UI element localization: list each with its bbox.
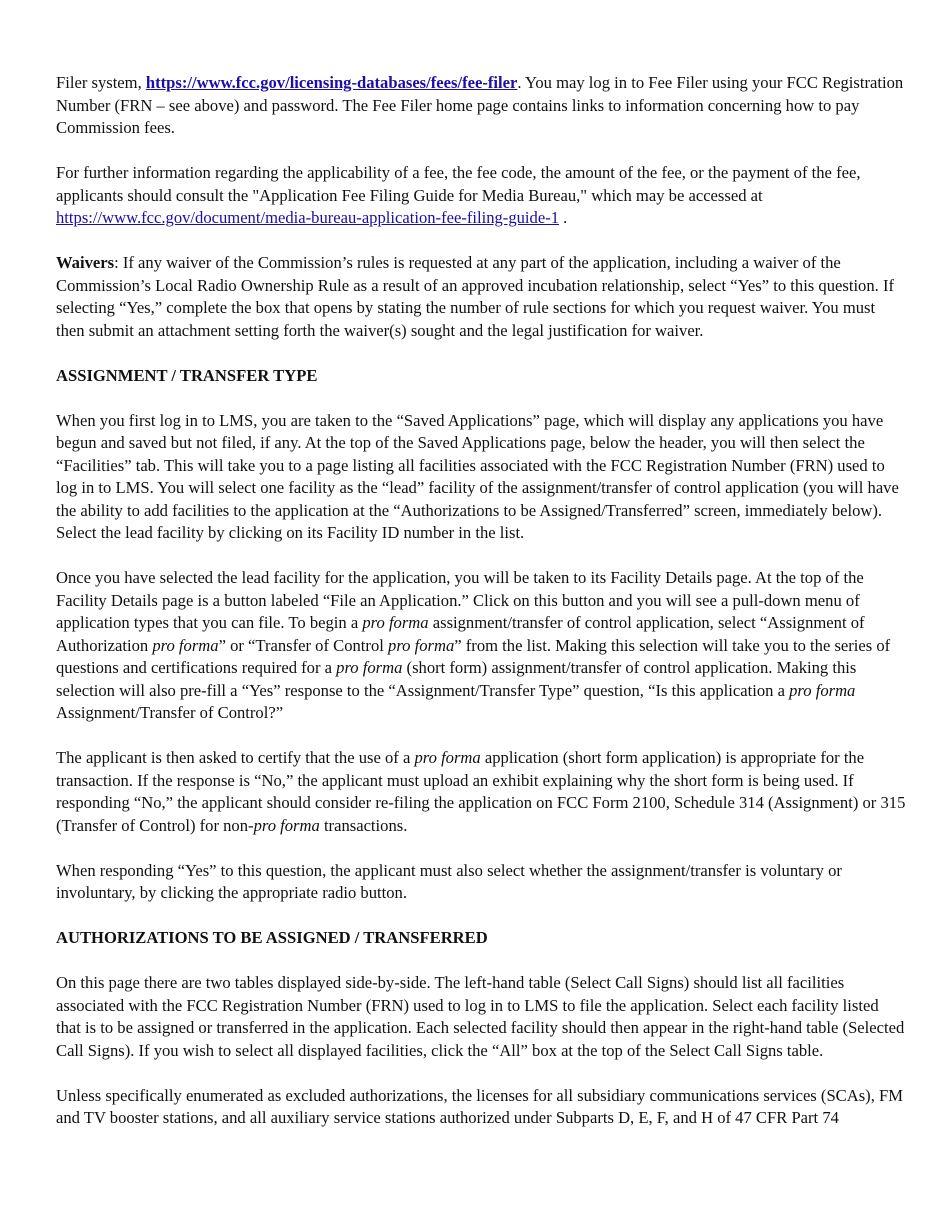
certify-paragraph (56, 747, 906, 837)
pro-forma-italic-3: pro forma (388, 635, 455, 655)
lead-facility-paragraph (56, 567, 906, 725)
pro-forma-italic-5: pro forma (789, 680, 856, 700)
assignment-transfer-type-heading: ASSIGNMENT / TRANSFER TYPE (56, 365, 318, 385)
certify-text-3: transactions. (319, 815, 408, 835)
pro-forma-italic-6: pro forma (414, 748, 481, 767)
lead-facility-text-6: Assignment/Transfer of Control?” (56, 703, 284, 722)
certify-text-2: application (short form application) is appropriate for the transaction. If the response is “No,” the applicant must upload an exhibit explaining why the short form is being used. If responding “No,” the applicant should consider re-filing the application on FCC Form 2100, Schedule 314 (Assignment) or 315 (Transfer of Control) for non- (56, 748, 906, 835)
lead-facility-text-5: (short form) assignment/transfer of control application. Making this selection will also pre-fill a “Yes” response to the “Assignment/Transfer Type” question, “Is this application a (56, 658, 857, 700)
excluded-authorizations-paragraph: Unless specifically enumerated as excluded authorizations, the licenses for all subsidiary communications services (SCAs), FM and TV booster stations, and all auxiliary service stations authorized under Subparts D, E, F, and H of 47 CFR Part 74 (56, 1085, 903, 1127)
authorizations-heading: AUTHORIZATIONS TO BE ASSIGNED / TRANSFERRED (56, 928, 488, 947)
lead-facility-text-1: Once you have selected the lead facility for the application, you will be taken to its Facility Details page. At the top of the Facility Details page is a button labeled “File an Application.” Click on this button and you will see a pull-down menu of application types that you can file. To begin a (56, 568, 864, 632)
waivers-paragraph (56, 252, 906, 342)
fee-filer-link[interactable]: https://www.fcc.gov/licensing-databases/fees/fee-filer (145, 73, 518, 92)
pro-forma-italic-7: pro forma (253, 815, 320, 835)
lead-facility-text-4: ” from the list. Making this selection will take you to the series of questions and certifications required for a (56, 635, 891, 677)
fee-guide-link[interactable]: https://www.fcc.gov/document/media-bureau-application-fee-filing-guide-1 (56, 208, 560, 227)
tables-paragraph: On this page there are two tables displayed side-by-side. The left-hand table (Select Call Signs) should list all facilities associated with the FCC Registration Number (FRN) used to log in to LMS to file the application. Select each facility listed that is to be assigned or transferred in the application. Each selected facility should then appear in the right-hand table (Selected Call Signs). If you wish to select all displayed facilities, click the “All” box at the top of the Select Call Signs table. (56, 973, 905, 1060)
fee-guide-text-start: For further information regarding the applicability of a fee, the fee code, the amount of the fee, or the payment of the fee, applicants should consult the "Application Fee Filing Guide for Media Bureau," which may be accessed at (56, 163, 861, 205)
pro-forma-italic-2: pro forma (152, 635, 219, 655)
fee-filer-text-end: . You may log in to Fee Filer using your FCC Registration Number (FRN – see above) and password. The Fee Filer home page contains links to information concerning how to pay Commission fees. (56, 73, 904, 137)
pro-forma-italic-1: pro forma (362, 613, 429, 632)
waivers-text: : If any waiver of the Commission’s rules is requested at any part of the application, including a waiver of the Commission’s Local Radio Ownership Rule as a result of an approved incubation relationship, select “Yes” to this question. If selecting “Yes,” complete the box that opens by stating the number of rule sections for which you request waiver. You must then submit an attachment setting forth the waiver(s) sought and the legal justification for waiver. (56, 253, 894, 340)
fee-guide-paragraph (56, 162, 906, 230)
waivers-label: Waivers (56, 253, 115, 272)
fee-filer-paragraph (56, 72, 906, 140)
document-page (56, 72, 906, 1152)
lms-login-paragraph: When you first log in to LMS, you are taken to the “Saved Applications” page, which will display any applications you have begun and saved but not filed, if any. At the top of the Saved Applications page, below the header, you will then select the “Facilities” tab. This will take you to a page listing all facilities associated with the FCC Registration Number (FRN) used to log in to LMS. You will select one facility as the “lead” facility of the assignment/transfer of control application (you will have the ability to add facilities to the application at the “Authorizations to be Assigned/Transferred” screen, immediately below). Select the lead facility by clicking on its Facility ID number in the list. (56, 410, 899, 542)
certify-text-1: The applicant is then asked to certify that the use of a (56, 748, 415, 767)
voluntary-paragraph: When responding “Yes” to this question, the applicant must also select whether the assignment/transfer is voluntary or involuntary, by clicking the appropriate radio button. (56, 860, 842, 902)
pro-forma-italic-4: pro forma (336, 658, 403, 677)
fee-filer-text-start: Filer system, (56, 73, 146, 92)
lead-facility-text-3: ” or “Transfer of Control (218, 635, 389, 655)
lead-facility-text-2: assignment/transfer of control application, select “Assignment of Authorization (56, 613, 865, 655)
fee-guide-text-end: . (559, 208, 568, 227)
